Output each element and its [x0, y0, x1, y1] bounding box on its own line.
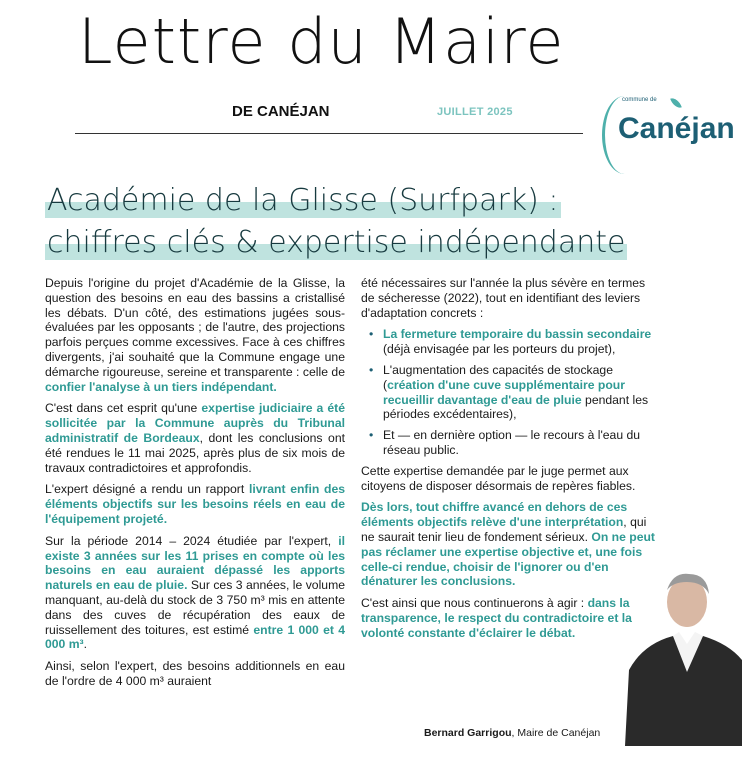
text: , dont les conclusions ont été rendues le 11 mai 2025, après plus de six mois de travaux contradictoires et approfondis. — [45, 430, 345, 475]
paragraph — [45, 276, 345, 394]
highlight-text: création d'une cuve supplémentaire pour recueillir davantage d'eau de pluie — [383, 377, 625, 407]
highlight-text: entre 1 000 et 4 000 m³ — [45, 622, 346, 652]
highlight-text: confier l'analyse à un tiers indépendant. — [45, 379, 277, 394]
text: C'est dans cet esprit qu'une — [45, 401, 202, 416]
paragraph: été nécessaires sur l'année la plus sévère en termes de sécheresse (2022), tout en identifiant des leviers d'adaptation concrets : — [361, 276, 646, 320]
caption-role: , Maire de Canéjan — [511, 727, 601, 739]
paragraph — [45, 482, 345, 526]
photo-caption — [424, 727, 600, 739]
text: , qui ne saurait tenir lieu de fondement sérieux. — [361, 515, 647, 544]
text: . — [83, 637, 88, 652]
paragraph — [45, 534, 345, 652]
logo-name: Canéjan — [618, 112, 735, 145]
right-column — [361, 276, 659, 648]
highlight-text: expertise judiciaire a été sollicitée par la Commune auprès du Tribunal administratif de Bordeaux — [45, 401, 345, 445]
text: Sur ces 3 années, le volume manquant, au-delà du stock de 3 750 m³ mis en attente dans des cuves de récupération des eaux de ruissellement des toitures, est estimé — [45, 578, 345, 637]
paragraph — [45, 401, 345, 475]
text: Sur la période 2014 – 2024 étudiée par l'expert, — [45, 533, 339, 548]
text: L'augmentation des capacités de stockage ( — [383, 362, 613, 392]
leaf-icon — [670, 96, 682, 110]
paragraph: Cette expertise demandée par le juge permet aux citoyens de disposer désormais de repères fiables. — [361, 463, 636, 493]
list-item: • Et — en dernière option — le recours à l'eau du réseau public. — [361, 428, 659, 458]
highlight-text: Dès lors, tout chiffre avancé en dehors de ces éléments objectifs relève d'une interprétation — [361, 500, 628, 530]
headline-line-2: chiffres clés & expertise indépendante — [47, 225, 626, 260]
mayor-portrait — [625, 560, 742, 746]
left-column — [45, 276, 345, 696]
caption-name: Bernard Garrigou — [424, 727, 512, 739]
text: Depuis l'origine du projet d'Académie de la Glisse, la question des besoins en eau des bassins a cristallisé les débats. D'un côté, des estimations jugées sous-évaluées par les opposants ; de l'autre, des projections parfois perçues comme excessives. Face à ces chiffres divergents, j'ai souhaité que la Commune engage une démarche rigoureuse, sereine et transparente : celle de — [45, 276, 345, 379]
article-headline — [45, 180, 627, 264]
paragraph: Ainsi, selon l'expert, des besoins additionnels en eau de l'ordre de 4 000 m³ auraient — [45, 659, 345, 688]
highlight-text: il existe 3 années sur les 11 prises en compte où les besoins en eau auraient dépassé les apports naturels en eau de pluie. — [45, 533, 345, 593]
list-item — [361, 363, 659, 422]
highlight-text: livrant enfin des éléments objectifs sur les besoins réels en eau de l'équipement projeté. — [45, 482, 346, 526]
highlight-text: La fermeture temporaire du bassin secondaire — [383, 327, 652, 342]
list-item — [361, 327, 659, 357]
logo-small-text: commune de — [622, 97, 657, 103]
highlight-text: dans la transparence, le respect du contradictoire et la volonté constante d'éclairer le débat. — [361, 596, 632, 640]
bullet-list — [361, 327, 659, 457]
text: (déjà envisagée par les porteurs du projet), — [383, 342, 616, 357]
headline-line-1: Académie de la Glisse (Surfpark) : — [47, 183, 559, 218]
highlight-text: On ne peut pas réclamer une expertise objective et, une fois celle-ci rendue, choisir de l'ignorer ou d'en dénaturer les conclusions. — [361, 529, 655, 589]
text: pendant les périodes excédentaires), — [383, 392, 649, 422]
header-rule — [75, 133, 583, 134]
text: L'expert désigné a rendu un rapport — [45, 482, 249, 497]
text: C'est ainsi que nous continuerons à agir : — [361, 596, 588, 611]
masthead-title: Lettre du Maire — [78, 5, 565, 78]
paragraph — [361, 596, 659, 640]
issue-date: JUILLET 2025 — [437, 106, 513, 118]
masthead-subtitle: DE CANÉJAN — [232, 103, 330, 120]
paragraph — [361, 500, 659, 589]
